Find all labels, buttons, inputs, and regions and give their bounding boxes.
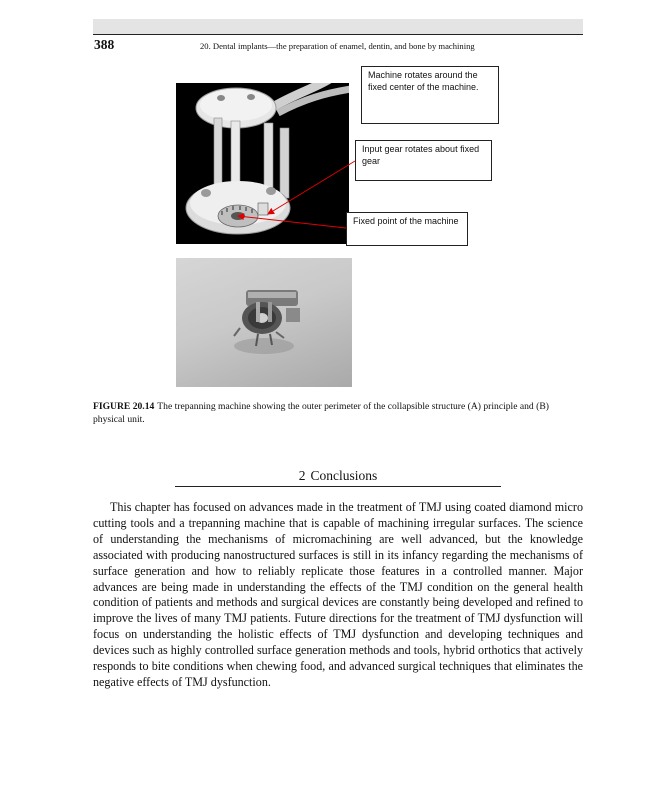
callout-rotation-center: Machine rotates around the fixed center of the machine. (361, 66, 499, 124)
conclusions-paragraph: This chapter has focused on advances made in the treatment of TMJ using coated diamond micro cutting tools and a trepanning machine that is capable of machining irregular surfaces. The science of understanding the mechanisms of micromachining are well advanced, but the knowledge associated with producing nanostructured surfaces is still in its infancy regarding the mechanisms of surface generation and how to reliably replicate those features in a controlled manner. Major advances are being made in understanding the effects of the TMJ condition on the general health condition of patients and methods and surgical devices are constantly being developed and refined to improve the lives of many TMJ patients. Future directions for the treatment of TMJ dysfunction will focus on understanding the holistic effects of TMJ dysfunction and developing techniques and devices such as highly controlled surface generation methods and tools, hybrid orthotics that actively responds to bite conditions when chewing food, and advanced surgical techniques that eliminates the negative effects of TMJ dysfunction. (93, 500, 583, 689)
section-rule (175, 486, 501, 487)
arrow-fixed-point (238, 216, 346, 228)
running-head: 20. Dental implants—the preparation of enamel, dentin, and bone by machining (200, 41, 475, 51)
page-number: 388 (94, 37, 115, 52)
caption-text: The trepanning machine showing the outer perimeter of the collapsible structure (A) principle and (B) physical unit. (93, 401, 549, 425)
section-number: 2 (298, 468, 306, 483)
arrow-input-gear (268, 161, 355, 214)
figure-label: FIGURE 20.14 (93, 401, 155, 412)
callout-input-gear: Input gear rotates about fixed gear (355, 140, 492, 181)
figure-caption (93, 401, 583, 426)
section-heading (175, 468, 501, 484)
section-title-text: Conclusions (310, 468, 378, 483)
callout-fixed-point: Fixed point of the machine (346, 212, 468, 246)
